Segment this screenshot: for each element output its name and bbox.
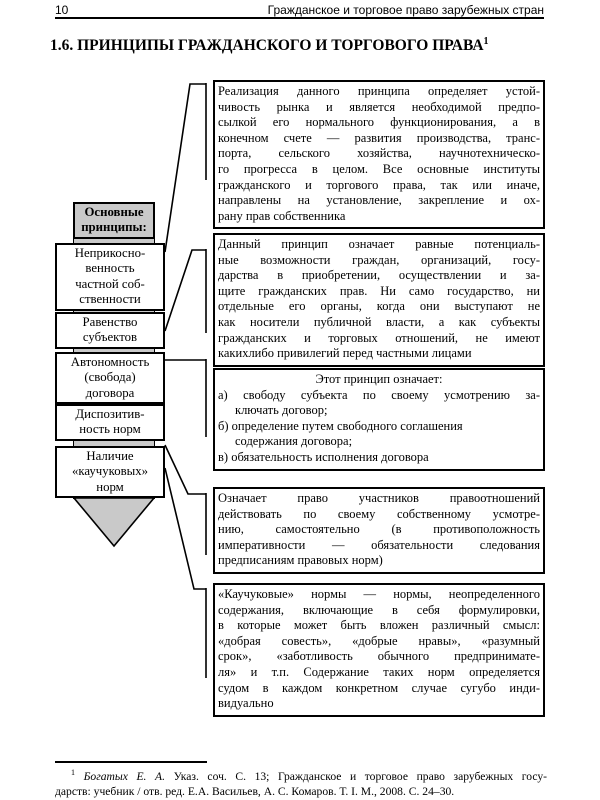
connector-4 [165, 445, 206, 555]
principles-label-box: Основные принципы: [73, 202, 155, 239]
principle-box-1: Неприкосно- венность частной соб- ственности [55, 243, 165, 311]
footnote-rule [55, 761, 207, 763]
footnote-line-1 [55, 765, 547, 784]
section-title-text: 1.6. ПРИНЦИПЫ ГРАЖДАНСКОГО И ТОРГОВОГО ПРАВА [50, 37, 484, 55]
connector-5 [165, 468, 206, 678]
connector-3 [165, 359, 206, 437]
footnote [55, 765, 547, 799]
description-box-3: Этот принцип означает: а) свободу субъекта по своему усмотрению за- ключать договор; б) определение путем свободного соглашения содержания договора; в) обязательность исполнения договора [213, 368, 545, 471]
connector-1 [165, 83, 206, 252]
description-box-5: «Каучуковые» нормы — нормы, неопределенного содержания, включающие в себя формулировки, в которые может быть вложен различный смысл: «добрая совесть», «добрые нравы», «разумный срок», «заботливость обычного предпринимате- ля» и т.п. Содержание таких норм определяется судом в каждом конкретном случае сугубо инди- видуально [213, 583, 545, 717]
footnote-reference: 1 [483, 36, 489, 47]
footnote-marker: 1 [71, 768, 75, 777]
footnote-line-1-text: Указ. соч. С. 13; Гражданское и торговое право зарубежных госу- [165, 769, 547, 783]
description-box-4: Означает право участников правоотношений действовать по своему собственному усмотре- нию, самостоятельно (в противоположность императивности — обязательности следования предписаниям правовых норм) [213, 487, 545, 574]
description-box-2: Данный принцип означает равные потенциаль- ные возможности граждан, организаций, госу- дарства в приобретении, осуществлении и за- щите гражданских прав. Ни само государство, ни отдельные его органы, когда они выступают не как носители публичной власти, а как субъекты гражданских и торговых отношений, не имеют какихлибо привилегий перед частными лицами [213, 233, 545, 367]
down-arrow-triangle [74, 498, 154, 546]
page-number: 10 [55, 3, 69, 17]
principle-box-2: Равенство субъектов [55, 312, 165, 349]
footnote-line-2: дарств: учебник / отв. ред. Е.А. Васильев, А. С. Комаров. Т. I. М., 2008. С. 24–30. [55, 784, 455, 798]
connector-2 [165, 249, 206, 333]
section-title [50, 32, 489, 56]
principle-box-5: Наличие «каучуковых» норм [55, 446, 165, 498]
principle-box-4: Диспозитив- ность норм [55, 404, 165, 441]
description-box-1: Реализация данного принципа определяет устой- чивость рынка и является необходимой предпо- сылкой его нормального функционирования, а в конечном счете — развития производства, транс- порта, сельского хозяйства, научнотехническо- го прогресса в целом. Все основные институты гражданского и торгового права, так или иначе, направлены на установление, закрепление и ох- рану прав собственника [213, 80, 545, 229]
running-title: Гражданское и торговое право зарубежных стран [267, 3, 544, 17]
footnote-author: Богатых Е. А. [83, 769, 166, 783]
header-rule [55, 17, 544, 19]
principle-box-3: Автономность (свобода) договора [55, 352, 165, 404]
